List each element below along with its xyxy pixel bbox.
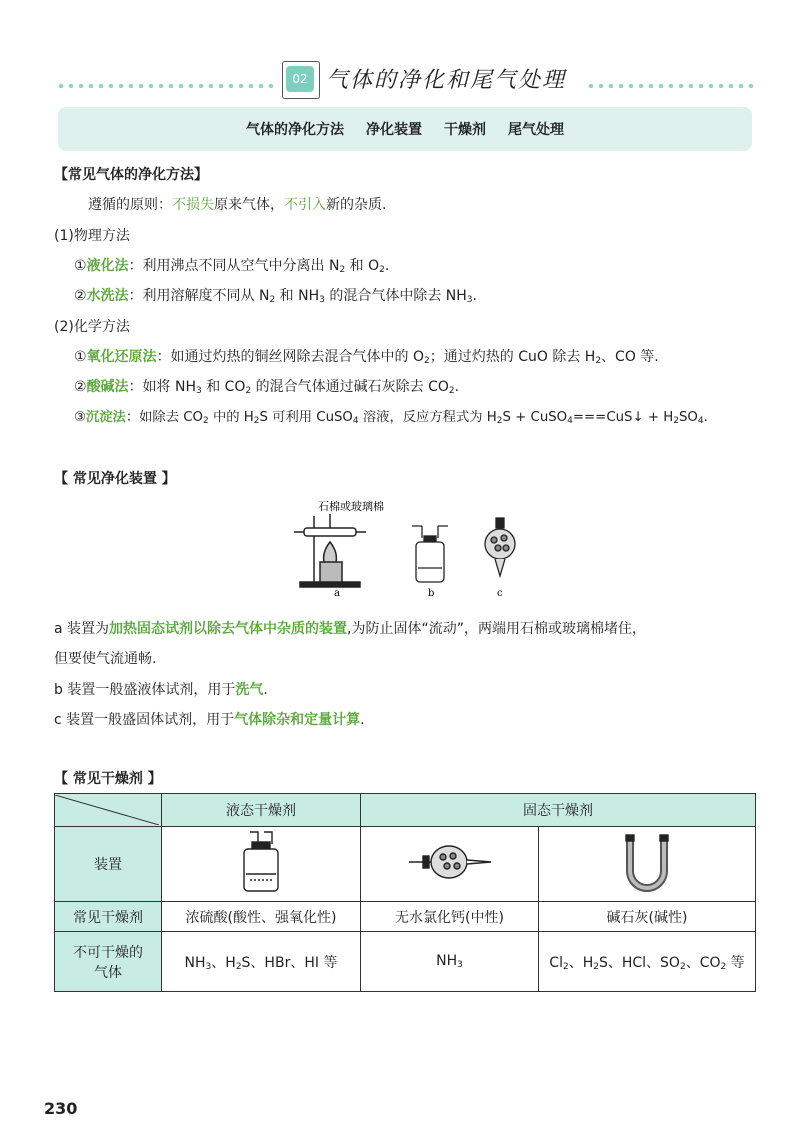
topic-item: 干燥剂: [444, 122, 486, 138]
device-cell: [539, 827, 756, 902]
col-header: 固态干燥剂: [361, 794, 756, 827]
device-desc: 但要使气流通畅.: [54, 651, 157, 667]
col-header: 液态干燥剂: [162, 794, 361, 827]
table-cell: 无水氯化钙(中性): [361, 902, 539, 932]
device-desc: b 装置一般盛液体试剂，用于洗气.: [54, 682, 268, 698]
table-cell: $Cl_2$、$H_2S$、HCl、$SO_2$、$CO_2$ 等: [539, 932, 756, 992]
header-dots-left: [56, 83, 274, 89]
table-corner: [55, 794, 162, 827]
page-title: 气体的净化和尾气处理: [326, 68, 567, 93]
method-line: ③沉淀法：如除去 $CO_2$ 中的 $H_2S$ 可利用 CuSO$_4$ 溶液，反应方程式为 $H_2S$ + CuSO$_4$===CuS↓ + $H_2SO_4$.: [74, 410, 708, 426]
method-line: ②酸碱法：如将 $NH_3$ 和 $CO_2$ 的混合气体通过碱石灰除去 $CO_2$.: [74, 379, 460, 396]
section-badge: 02: [286, 66, 314, 92]
method-line: ①液化法：利用沸点不同从空气中分离出 $N_2$ 和 $O_2$.: [74, 258, 390, 275]
table-cell: $NH_3$: [361, 932, 539, 992]
section-heading: 【 常见干燥剂 】: [54, 771, 162, 787]
apparatus-c: [485, 518, 515, 576]
apparatus-a: [294, 514, 366, 587]
topic-bar: [58, 107, 752, 151]
row-header: 常见干燥剂: [55, 902, 162, 932]
topic-item: 气体的净化方法: [246, 122, 344, 138]
u-tube-icon: [622, 831, 672, 893]
page-number: 230: [44, 1099, 78, 1118]
figure-label-b: b: [428, 588, 435, 599]
topic-item: 净化装置: [366, 122, 422, 138]
wash-bottle-icon: [236, 830, 286, 894]
topic-item: 尾气处理: [508, 122, 564, 138]
method-line: ②水洗法：利用溶解度不同从 $N_2$ 和 $NH_3$ 的混合气体中除去 $NH_3$.: [74, 288, 477, 305]
subheading: (1)物理方法: [54, 228, 130, 244]
device-desc: c 装置一般盛固体试剂，用于气体除杂和定量计算.: [54, 712, 365, 728]
header-dots-right: [586, 83, 754, 89]
table-cell: 碱石灰(碱性): [539, 902, 756, 932]
desiccant-table: [54, 793, 756, 992]
drying-tube-icon: [405, 842, 495, 882]
figure-label-a: a: [334, 588, 340, 599]
device-cell: [361, 827, 539, 902]
table-cell: 浓硫酸(酸性、强氧化性): [162, 902, 361, 932]
row-header: 不可干燥的 气体: [55, 932, 162, 992]
row-header: 装置: [55, 827, 162, 902]
table-cell: $NH_3$、$H_2S$、HBr、HI 等: [162, 932, 361, 992]
figure-label: 石棉或玻璃棉: [318, 500, 384, 513]
principle-line: 遵循的原则：不损失原来气体，不引入新的杂质.: [88, 197, 387, 213]
subheading: (2)化学方法: [54, 319, 130, 335]
device-desc: a 装置为加热固态试剂以除去气体中杂质的装置,为防止固体“流动”，两端用石棉或玻璃棉堵住，: [54, 621, 646, 637]
device-cell: [162, 827, 361, 902]
purification-apparatus-figure: [290, 496, 530, 600]
section-heading: 【 常见净化装置 】: [54, 471, 176, 487]
figure-label-c: c: [497, 588, 503, 599]
apparatus-b: [412, 526, 448, 582]
section-heading: 【常见气体的净化方法】: [54, 167, 208, 183]
method-line: ①氧化还原法：如通过灼热的铜丝网除去混合气体中的 $O_2$；通过灼热的 CuO 除去 $H_2$、CO 等.: [74, 349, 659, 366]
